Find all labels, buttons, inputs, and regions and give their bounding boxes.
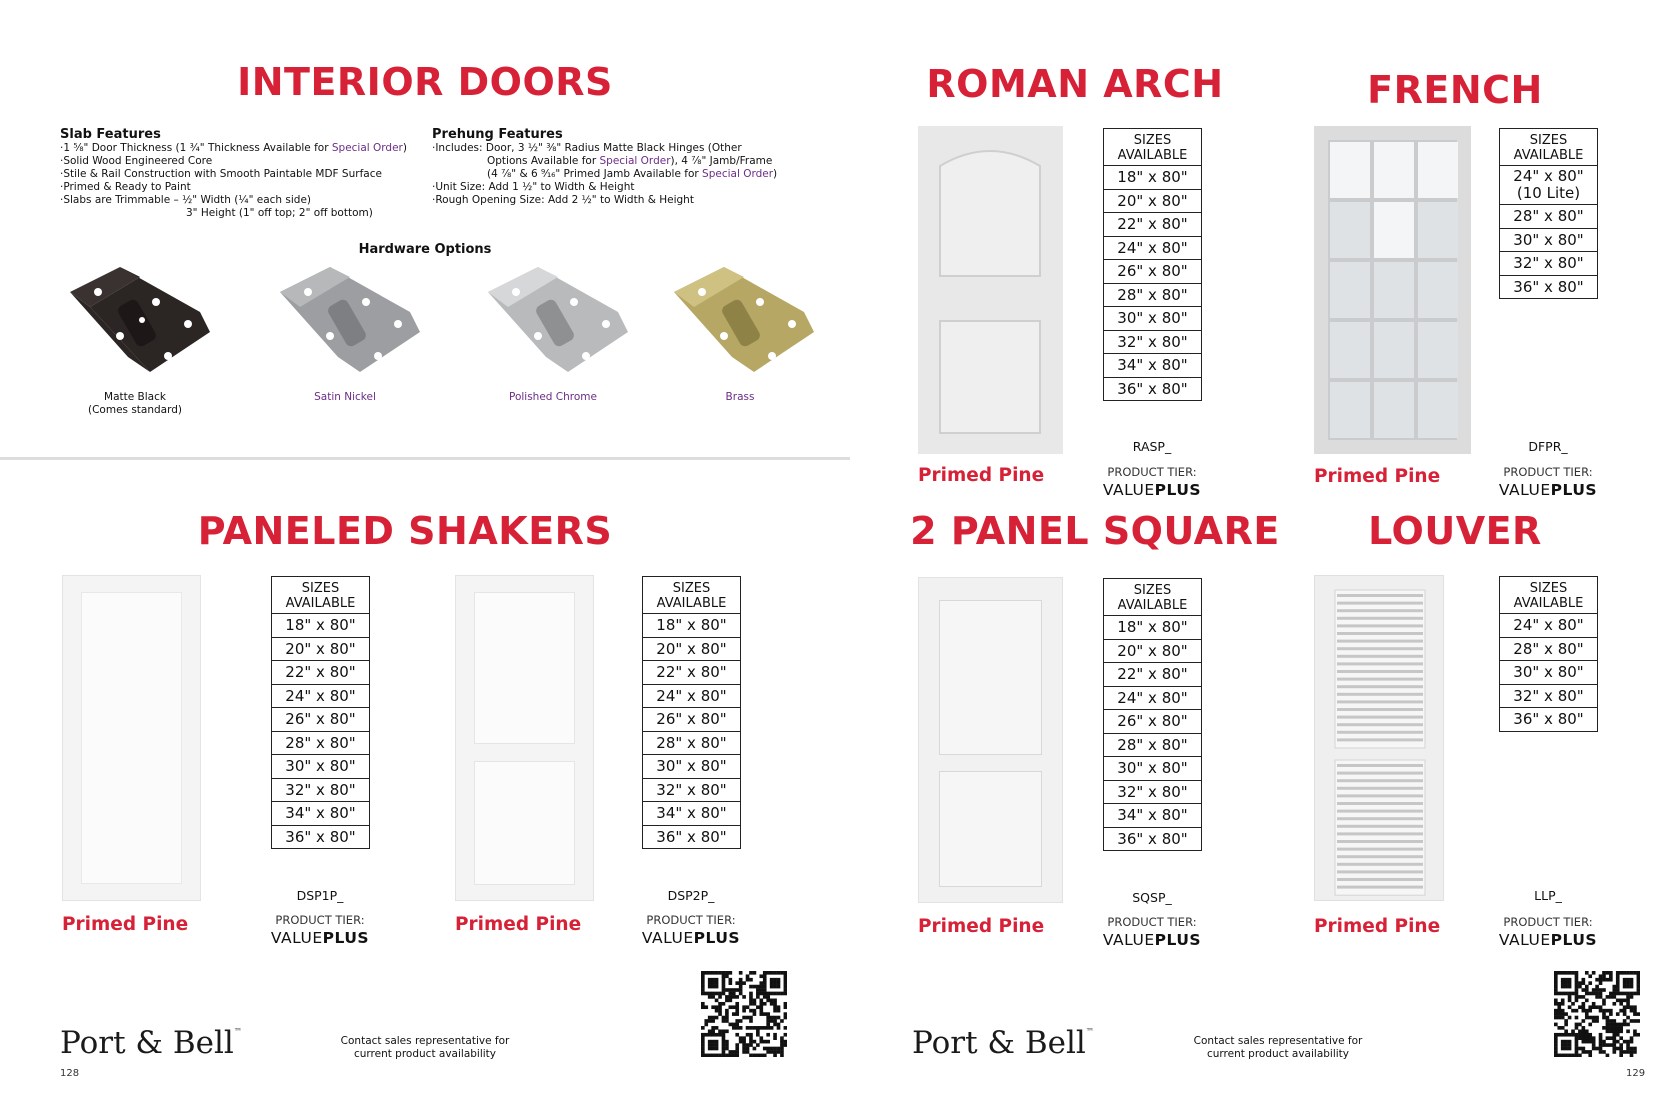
contact-note: Contact sales representative for current product availability xyxy=(340,1035,510,1060)
size-row: 24" x 80" (10 Lite) xyxy=(1500,166,1597,205)
section-divider xyxy=(0,457,850,460)
sizes-table-roman-arch xyxy=(1103,128,1202,401)
door-panel-upper xyxy=(939,600,1042,755)
louver-slat xyxy=(1337,794,1423,797)
size-row: 30" x 80" xyxy=(272,755,369,779)
qr-code xyxy=(701,971,787,1061)
door-shaker-2-panel xyxy=(455,575,594,901)
glass-lite xyxy=(1418,202,1458,258)
size-row: 24" x 80" xyxy=(1500,614,1597,638)
size-row: 24" x 80" xyxy=(272,685,369,709)
sizes-table-2-panel-square xyxy=(1103,578,1202,851)
size-row: 32" x 80" xyxy=(1104,331,1201,355)
louver-slat xyxy=(1337,870,1423,873)
hinge-name: Matte Black xyxy=(104,391,166,403)
louver-slats xyxy=(1315,576,1444,901)
feature-line: ·Stile & Rail Construction with Smooth Paintable MDF Surface xyxy=(60,168,382,180)
product-tier-value: VALUEPLUS xyxy=(1102,931,1202,949)
hardware-options-heading: Hardware Options xyxy=(358,242,492,257)
glass-lite xyxy=(1418,262,1458,318)
hinge-label-matte-black xyxy=(55,391,215,417)
louver-slat xyxy=(1337,886,1423,889)
special-order-highlight: Special Order xyxy=(702,168,774,180)
glass-lite xyxy=(1418,322,1458,378)
product-tier-value: VALUEPLUS xyxy=(1498,481,1598,499)
hinge-polished-chrome-icon xyxy=(478,262,628,382)
feature-line: ·Solid Wood Engineered Core xyxy=(60,155,213,167)
sizes-table-shaker-2 xyxy=(642,576,741,849)
prehung-features-heading: Prehung Features xyxy=(432,127,563,142)
size-row: 36" x 80" xyxy=(656,827,727,846)
door-louver xyxy=(1314,575,1444,901)
product-code: DSP2P_ xyxy=(667,888,715,903)
size-row: 20" x 80" xyxy=(1104,640,1201,664)
feature-line: 3" Height (1" off top; 2" off bottom) xyxy=(186,207,373,219)
slab-features-heading: Slab Features xyxy=(60,127,161,142)
material-label: Primed Pine xyxy=(455,914,582,935)
hinge-label-polished-chrome: Polished Chrome xyxy=(509,391,597,403)
glass-lite xyxy=(1330,322,1370,378)
hinge-brass-icon xyxy=(664,262,814,382)
size-row: 34" x 80" xyxy=(643,802,740,826)
feature-line: ·1 ⅝" Door Thickness (1 ¾" Thickness Available for Special Order) xyxy=(60,142,407,154)
door-panel-upper xyxy=(474,592,575,744)
size-row: 30" x 80" xyxy=(1104,757,1201,781)
glass-lite xyxy=(1418,382,1458,438)
product-tier xyxy=(260,913,380,947)
size-row: 34" x 80" xyxy=(1104,804,1201,828)
glass-lite xyxy=(1374,262,1414,318)
product-tier xyxy=(1092,465,1212,499)
louver-slat xyxy=(1337,787,1423,790)
louver-slat xyxy=(1337,878,1423,881)
size-row: 26" x 80" xyxy=(1104,260,1201,284)
prehung-features xyxy=(432,127,777,207)
size-row: 18" x 80" xyxy=(643,614,740,638)
glass-lite xyxy=(1330,142,1370,198)
louver-slat xyxy=(1337,738,1423,741)
louver-slat xyxy=(1337,594,1423,597)
louver-slat xyxy=(1337,655,1423,658)
size-row: 24" x 80" xyxy=(1104,237,1201,261)
louver-slat xyxy=(1337,700,1423,703)
louver-slat xyxy=(1337,779,1423,782)
door-panel-lower xyxy=(474,761,575,885)
sizes-table-french xyxy=(1499,128,1598,299)
hinge-label-satin-nickel: Satin Nickel xyxy=(314,391,376,403)
hinge-polished-chrome xyxy=(478,262,628,386)
louver-slat xyxy=(1337,602,1423,605)
material-label: Primed Pine xyxy=(62,914,189,935)
size-row: 34" x 80" xyxy=(1104,354,1201,378)
sizes-header: SIZES AVAILABLE xyxy=(1500,129,1597,166)
louver-slat xyxy=(1337,855,1423,858)
louver-slat xyxy=(1337,825,1423,828)
paneled-shakers-title: PANELED SHAKERS xyxy=(197,509,613,553)
product-tier-value: VALUEPLUS xyxy=(1102,481,1202,499)
qr-code-icon xyxy=(1554,971,1640,1057)
product-tier-value: VALUEPLUS xyxy=(1498,931,1598,949)
size-row: 26" x 80" xyxy=(1104,710,1201,734)
door-panel-inset xyxy=(81,592,182,884)
hinge-matte-black-icon xyxy=(60,262,210,382)
product-code: DFPR_ xyxy=(1528,439,1568,454)
size-row: 24" x 80" xyxy=(643,685,740,709)
port-and-bell-logo: Port & Bell™ xyxy=(912,1025,1094,1061)
size-row: 36" x 80" xyxy=(285,827,356,846)
feature-line: (4 ⅞" & 6 ⁹⁄₁₆" Primed Jamb Available for Special Order) xyxy=(487,168,778,180)
page-number: 128 xyxy=(60,1068,80,1079)
prehung-features-list xyxy=(432,142,777,207)
size-row: 32" x 80" xyxy=(643,779,740,803)
louver-slat xyxy=(1337,685,1423,688)
louver-slat xyxy=(1337,716,1423,719)
hinge-satin-nickel-icon xyxy=(270,262,420,382)
louver-slat xyxy=(1337,708,1423,711)
glass-lite xyxy=(1374,142,1414,198)
glass-lite xyxy=(1418,142,1458,198)
glass-lite xyxy=(1374,322,1414,378)
louver-title: LOUVER xyxy=(1368,509,1542,553)
hinge-sub: (Comes standard) xyxy=(87,404,183,416)
size-row: 30" x 80" xyxy=(1500,661,1597,685)
size-row: 22" x 80" xyxy=(643,661,740,685)
louver-slat xyxy=(1337,678,1423,681)
french-title: FRENCH xyxy=(1367,68,1543,112)
door-shaker-1-panel xyxy=(62,575,201,901)
size-row: 26" x 80" xyxy=(643,708,740,732)
sizes-header: SIZES AVAILABLE xyxy=(643,577,740,614)
product-tier-label: PRODUCT TIER: xyxy=(646,913,736,927)
size-row: 18" x 80" xyxy=(272,614,369,638)
louver-slat xyxy=(1337,670,1423,673)
louver-slat xyxy=(1337,647,1423,650)
size-row: 20" x 80" xyxy=(643,638,740,662)
special-order-highlight: Special Order xyxy=(599,155,671,167)
sizes-header: SIZES AVAILABLE xyxy=(1500,577,1597,614)
roman-arch-panels xyxy=(918,126,1063,454)
louver-slat xyxy=(1337,693,1423,696)
size-row: 34" x 80" xyxy=(272,802,369,826)
roman-arch-title: ROMAN ARCH xyxy=(926,62,1224,106)
page-number: 129 xyxy=(1626,1068,1646,1079)
product-tier-label: PRODUCT TIER: xyxy=(275,913,365,927)
size-row: 20" x 80" xyxy=(1104,190,1201,214)
size-row: 32" x 80" xyxy=(272,779,369,803)
size-row: 26" x 80" xyxy=(272,708,369,732)
product-tier-label: PRODUCT TIER: xyxy=(1503,915,1593,929)
product-code: LLP_ xyxy=(1534,888,1562,903)
product-tier xyxy=(631,913,751,947)
size-row: 28" x 80" xyxy=(1104,284,1201,308)
special-order-highlight: Special Order xyxy=(331,142,403,154)
louver-slat xyxy=(1337,764,1423,767)
size-row: 32" x 80" xyxy=(1500,252,1597,276)
size-row: 36" x 80" xyxy=(1117,829,1188,848)
louver-slat xyxy=(1337,848,1423,851)
hinge-brass xyxy=(664,262,814,386)
feature-line: ·Includes: Door, 3 ½" ⅜" Radius Matte Black Hinges (Other xyxy=(432,142,742,154)
size-row: 22" x 80" xyxy=(1104,663,1201,687)
sizes-header: SIZES AVAILABLE xyxy=(1104,579,1201,616)
feature-line: ·Primed & Ready to Paint xyxy=(60,181,191,193)
size-row: 28" x 80" xyxy=(1500,205,1597,229)
size-row: 28" x 80" xyxy=(1104,734,1201,758)
glass-lite xyxy=(1330,202,1370,258)
french-glass-grid xyxy=(1314,126,1471,454)
louver-slat xyxy=(1337,662,1423,665)
qr-code xyxy=(1554,971,1640,1061)
louver-slat xyxy=(1337,832,1423,835)
product-tier xyxy=(1488,915,1608,949)
louver-slat xyxy=(1337,863,1423,866)
material-label: Primed Pine xyxy=(1314,466,1441,487)
louver-slat xyxy=(1337,609,1423,612)
product-tier-value: VALUEPLUS xyxy=(270,929,370,947)
size-row: 36" x 80" xyxy=(1513,710,1584,728)
slab-features xyxy=(60,127,407,220)
product-code: SQSP_ xyxy=(1132,890,1172,905)
louver-slat xyxy=(1337,810,1423,813)
size-row: 22" x 80" xyxy=(1104,213,1201,237)
hinge-satin-nickel xyxy=(270,262,420,386)
material-label: Primed Pine xyxy=(918,916,1045,937)
size-row: 20" x 80" xyxy=(272,638,369,662)
sizes-header: SIZES AVAILABLE xyxy=(1104,129,1201,166)
feature-line: ·Rough Opening Size: Add 2 ½" to Width & Height xyxy=(432,194,694,206)
contact-note: Contact sales representative for current product availability xyxy=(1193,1035,1363,1060)
size-row: 24" x 80" xyxy=(1104,687,1201,711)
louver-slat xyxy=(1337,817,1423,820)
louver-slat xyxy=(1337,640,1423,643)
size-row: 36" x 80" xyxy=(1513,277,1584,296)
door-roman-arch xyxy=(918,126,1063,454)
louver-slat xyxy=(1337,772,1423,775)
door-french xyxy=(1314,126,1471,454)
louver-slat xyxy=(1337,723,1423,726)
hinge-matte-black xyxy=(60,262,210,386)
material-label: Primed Pine xyxy=(918,465,1045,486)
product-tier xyxy=(1092,915,1212,949)
feature-line: ·Slabs are Trimmable – ½" Width (¼" each side) xyxy=(60,194,312,206)
material-label: Primed Pine xyxy=(1314,916,1441,937)
glass-lite xyxy=(1374,202,1414,258)
glass-lite xyxy=(1374,382,1414,438)
size-row: 28" x 80" xyxy=(643,732,740,756)
louver-slat xyxy=(1337,632,1423,635)
louver-slat xyxy=(1337,802,1423,805)
sizes-header: SIZES AVAILABLE xyxy=(272,577,369,614)
product-tier-label: PRODUCT TIER: xyxy=(1107,465,1197,479)
glass-lite xyxy=(1330,262,1370,318)
slab-features-list xyxy=(60,142,407,220)
size-row: 32" x 80" xyxy=(1500,685,1597,709)
interior-doors-title: INTERIOR DOORS xyxy=(237,60,613,104)
louver-slat xyxy=(1337,840,1423,843)
glass-lite xyxy=(1330,382,1370,438)
size-row: 22" x 80" xyxy=(272,661,369,685)
size-row: 30" x 80" xyxy=(643,755,740,779)
size-row: 18" x 80" xyxy=(1104,616,1201,640)
product-tier-label: PRODUCT TIER: xyxy=(1503,465,1593,479)
louver-slat xyxy=(1337,617,1423,620)
product-tier-value: VALUEPLUS xyxy=(641,929,741,947)
sizes-table-shaker-1 xyxy=(271,576,370,849)
product-code: DSP1P_ xyxy=(296,888,344,903)
door-panel-lower xyxy=(939,771,1042,887)
louver-slat xyxy=(1337,731,1423,734)
sizes-table-louver xyxy=(1499,576,1598,732)
louver-slat xyxy=(1337,624,1423,627)
hinge-label-brass: Brass xyxy=(725,391,755,403)
size-row: 28" x 80" xyxy=(1500,638,1597,662)
size-row: 28" x 80" xyxy=(272,732,369,756)
2-panel-square-title: 2 PANEL SQUARE xyxy=(910,509,1280,553)
product-tier-label: PRODUCT TIER: xyxy=(1107,915,1197,929)
feature-line: ·Unit Size: Add 1 ½" to Width & Height xyxy=(432,181,635,193)
product-tier xyxy=(1488,465,1608,499)
size-row: 30" x 80" xyxy=(1500,229,1597,253)
door-2-panel-square xyxy=(918,577,1063,903)
size-row: 30" x 80" xyxy=(1104,307,1201,331)
port-and-bell-logo: Port & Bell™ xyxy=(60,1025,242,1061)
size-row: 18" x 80" xyxy=(1104,166,1201,190)
size-row: 36" x 80" xyxy=(1117,379,1188,398)
qr-code-icon xyxy=(701,971,787,1057)
product-code: RASP_ xyxy=(1132,439,1172,454)
size-row: 32" x 80" xyxy=(1104,781,1201,805)
feature-line: Options Available for Special Order), 4 ⅞" Jamb/Frame xyxy=(487,155,773,167)
